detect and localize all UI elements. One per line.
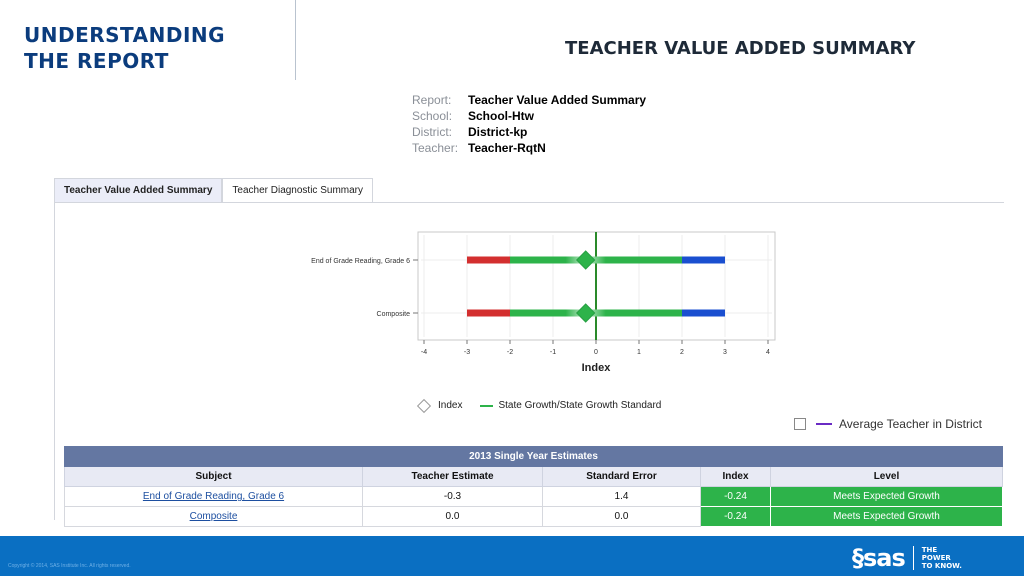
sas-logo [852, 544, 962, 572]
green-line-icon [480, 405, 493, 407]
sas-logo-mark [852, 544, 905, 572]
standard-error-cell: 0.0 [543, 507, 701, 527]
average-teacher-checkbox[interactable] [794, 418, 806, 430]
legend-standard-label: State Growth/State Growth Standard [498, 400, 662, 411]
s-swirl-icon: § [852, 544, 863, 572]
x-tick-label: 4 [766, 349, 770, 356]
column-header: Index [701, 467, 771, 487]
legend-index-label: Index [438, 400, 463, 411]
estimates-table [64, 446, 1003, 527]
chart-legend [416, 400, 661, 411]
average-teacher-label: Average Teacher in District [839, 417, 982, 431]
meta-label: District: [412, 125, 452, 139]
column-header: Level [771, 467, 1003, 487]
purple-line-icon [816, 423, 832, 425]
slide-title-line1: UNDERSTANDING [24, 23, 226, 47]
diamond-icon [417, 398, 431, 412]
category-label: Composite [376, 311, 410, 318]
x-tick-label: 1 [637, 349, 641, 356]
column-header: Standard Error [543, 467, 701, 487]
level-cell: Meets Expected Growth [771, 487, 1003, 507]
meta-label: Report: [412, 93, 452, 107]
x-tick-label: -4 [420, 349, 428, 356]
average-teacher-toggle[interactable] [794, 417, 982, 431]
growth-band [682, 310, 725, 317]
growth-band [682, 257, 725, 264]
table-row [65, 507, 1003, 527]
tab-value-added-summary[interactable]: Teacher Value Added Summary [54, 178, 222, 202]
footer-bar [0, 536, 1024, 576]
copyright-text: Copyright © 2014, SAS Institute Inc. All rights reserved. [8, 563, 131, 569]
teacher-estimate-cell: 0.0 [363, 507, 543, 527]
growth-band [467, 257, 510, 264]
logo-divider [913, 546, 914, 570]
standard-error-cell: 1.4 [543, 487, 701, 507]
x-tick-label: -2 [506, 349, 514, 356]
tagline-line: THE [921, 546, 938, 554]
sas-tagline [922, 546, 962, 570]
teacher-estimate-cell: -0.3 [363, 487, 543, 507]
slide-title-line2: THE REPORT [24, 49, 169, 73]
subject-link[interactable]: End of Grade Reading, Grade 6 [65, 487, 363, 507]
tagline-line: POWER [921, 554, 951, 562]
table-caption: 2013 Single Year Estimates [65, 447, 1003, 467]
x-tick-label: 2 [680, 349, 684, 356]
index-cell: -0.24 [701, 507, 771, 527]
x-tick-label: 3 [723, 349, 727, 356]
meta-value: School-Htw [468, 109, 534, 123]
meta-label: School: [412, 109, 453, 123]
meta-value: Teacher Value Added Summary [468, 93, 647, 107]
table-row [65, 487, 1003, 507]
index-cell: -0.24 [701, 487, 771, 507]
column-header: Teacher Estimate [363, 467, 543, 487]
tagline-line: TO KNOW. [921, 562, 962, 570]
slide-heading: TEACHER VALUE ADDED SUMMARY [565, 38, 916, 59]
tab-diagnostic-summary[interactable]: Teacher Diagnostic Summary [222, 178, 373, 202]
category-label: End of Grade Reading, Grade 6 [311, 258, 410, 265]
x-axis-label: Index [581, 362, 611, 374]
meta-value: Teacher-RqtN [468, 141, 546, 155]
subject-link[interactable]: Composite [65, 507, 363, 527]
x-tick-label: 0 [594, 349, 598, 356]
x-tick-label: -1 [549, 349, 557, 356]
sas-logo-text: sas [863, 544, 905, 572]
meta-value: District-kp [468, 125, 528, 139]
x-tick-label: -3 [463, 349, 471, 356]
level-cell: Meets Expected Growth [771, 507, 1003, 527]
meta-label: Teacher: [412, 141, 459, 155]
column-header: Subject [65, 467, 363, 487]
growth-band [467, 310, 510, 317]
